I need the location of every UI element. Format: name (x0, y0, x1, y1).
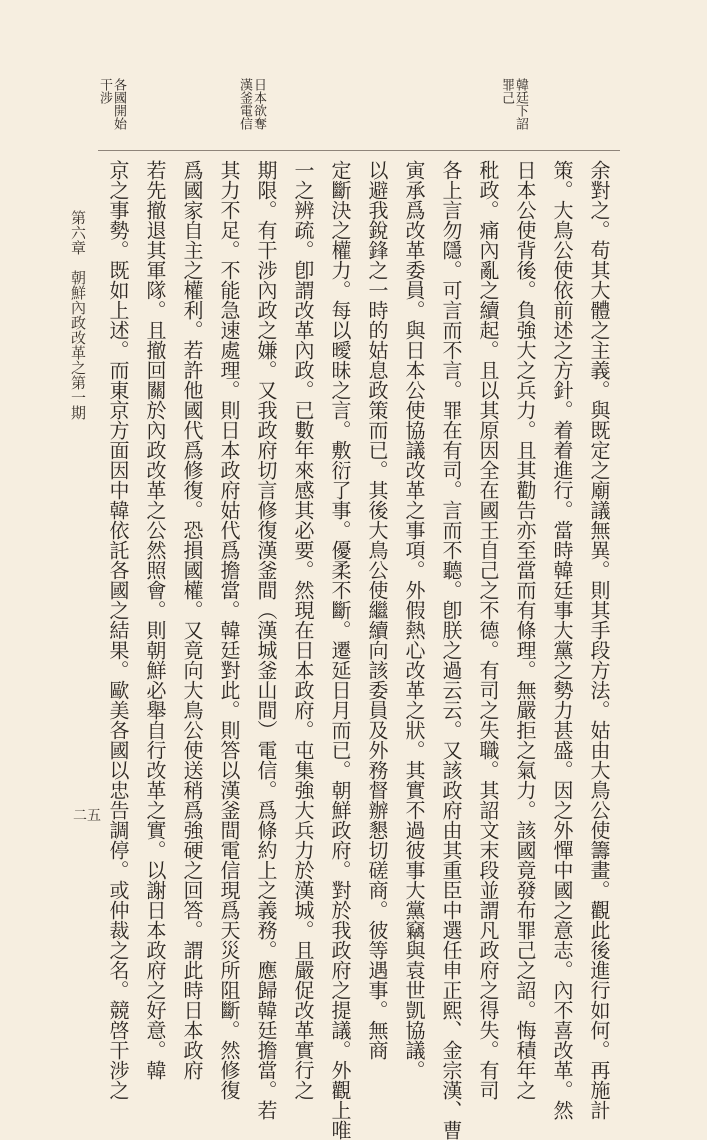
body-column-2: 策。大鳥公使依前述之方針。着着進行。當時韓廷事大黨之勢力甚盛。因之外憚中國之意志。內不喜改革。然 (550, 160, 574, 1120)
body-column-6: 寅承爲改革委員。與日本公使協議改革之事項。外假熱心改革之狀。其實不過彼事大黨竊與袁世凱協議。 (402, 160, 426, 1080)
body-column-3: 日本公使背後。負強大之兵力。且其勸告亦至當而有條理。無嚴拒之氣力。該國竟發布罪己之詔。悔積年之 (513, 160, 537, 1100)
body-column-10: 期限。有干涉內政之嫌。又我政府切言修復漢釜間（漢城釜山間）電信。爲條約上之義務。應歸韓廷擔當。若 (254, 160, 278, 1120)
body-column-11: 其力不足。不能急速處理。則日本政府姑代爲擔當。韓廷對此。則答以漢釜間電信現爲天災所阻斷。然修復 (217, 160, 241, 1100)
margin-note-2a: 日本欲奪 (251, 78, 266, 130)
margin-note-1a: 韓廷下詔 (513, 78, 528, 130)
margin-note-1b: 罪己 (499, 78, 514, 104)
body-column-13: 若先撤退其軍隊。且撤回關於內政改革之公然照會。則朝鮮必舉自行改革之實。以謝日本政府之好意。韓 (143, 160, 167, 1080)
body-column-14: 京之事勢。既如上述。而東京方面因中韓依託各國之結果。歐美各國以忠告調停。或仲裁之名。競啓干涉之 (106, 160, 130, 1100)
margin-note-2b: 漢釜電信 (237, 78, 252, 130)
body-column-9: 一之辨疏。卽謂改革內政。已數年來感其必要。然現在日本政府。屯集強大兵力於漢城。且嚴促改革實行之 (291, 160, 315, 1100)
header-divider (98, 150, 620, 151)
body-column-8: 定斷決之權力。每以曖昧之言。敷衍了事。優柔不斷。遷延日月而已。朝鮮政府。對於我政府之提議。外觀上唯 (328, 160, 352, 1140)
body-column-12: 爲國家自主之權利。若許他國代爲修復。恐損國權。又竟向大鳥公使送稍爲強硬之回答。謂此時日本政府 (180, 160, 204, 1080)
body-column-7: 以避我銳鋒之一時的姑息政策而已。其後大鳥公使繼續向該委員及外務督辦懇切磋商。彼等遇事。無商 (365, 160, 389, 1060)
body-column-5: 各上言勿隱。可言而不言。罪在有司。言而不聽。卽朕之過云云。又該政府由其重臣中選任申正熙、金宗漢、曹 (439, 160, 463, 1140)
body-column-1: 余對之。苟其大體之主義。與既定之廟議無異。則其手段方法。姑由大鳥公使籌畫。觀此後進行如何。再施計 (587, 160, 611, 1120)
page-number: 二五 (73, 808, 101, 824)
margin-note-3a: 各國開始 (111, 78, 126, 130)
body-column-4: 秕政。痛內亂之續起。且以其原因全在國王自己之不德。有司之失職。其詔文末段並謂凡政府之得失。有司 (476, 160, 500, 1100)
margin-note-3b: 干涉 (97, 78, 112, 104)
chapter-footer: 第六章 朝鮮內政改革之第一期 (69, 210, 87, 420)
